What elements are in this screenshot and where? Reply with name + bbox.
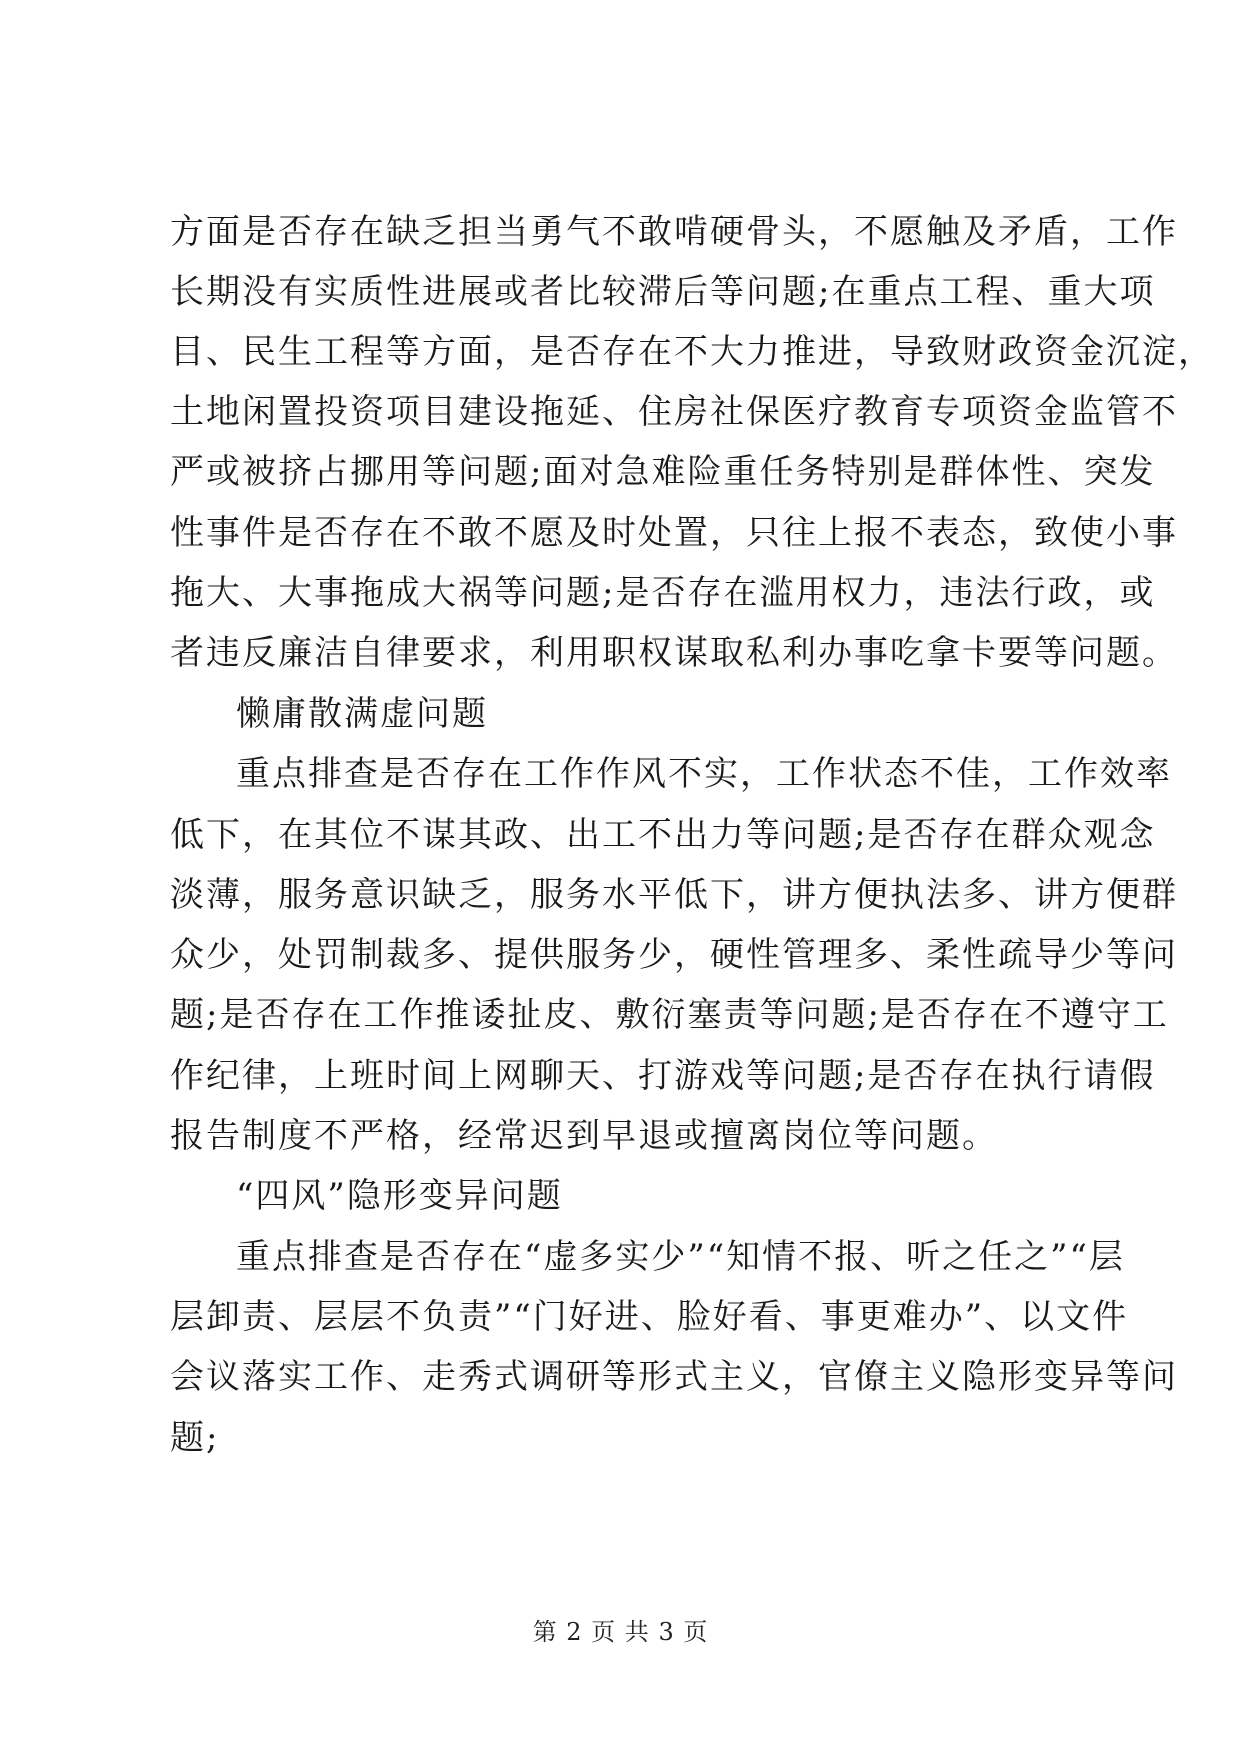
text-line: 者违反廉洁自律要求，利用职权谋取私利办事吃拿卡要等问题。 — [170, 633, 1178, 673]
text-line: 会议落实工作、走秀式调研等形式主义，官僚主义隐形变异等问 — [170, 1357, 1178, 1397]
section-heading: “四风”隐形变异问题 — [236, 1176, 563, 1216]
text-line: 层卸责、层层不负责”“门好进、脸好看、事更难办”、以文件 — [170, 1297, 1129, 1337]
text-line: 严或被挤占挪用等问题;面对急难险重任务特别是群体性、突发 — [170, 452, 1156, 492]
text-line: 重点排查是否存在“虚多实少”“知情不报、听之任之”“层 — [236, 1237, 1125, 1277]
text-line: 方面是否存在缺乏担当勇气不敢啃硬骨头，不愿触及矛盾，工作 — [170, 212, 1178, 252]
text-line: 土地闲置投资项目建设拖延、住房社保医疗教育专项资金监管不 — [170, 392, 1178, 432]
page-number-footer: 第 2 页 共 3 页 — [532, 1618, 709, 1646]
text-line: 性事件是否存在不敢不愿及时处置，只往上报不表态，致使小事 — [170, 513, 1178, 553]
text-line: 题;是否存在工作推诿扯皮、敷衍塞责等问题;是否存在不遵守工 — [170, 995, 1169, 1035]
text-line: 拖大、大事拖成大祸等问题;是否存在滥用权力，违法行政，或 — [170, 573, 1156, 613]
text-line: 目、民生工程等方面，是否存在不大力推进，导致财政资金沉淀， — [170, 332, 1214, 372]
text-line: 题; — [170, 1418, 220, 1458]
text-line: 报告制度不严格，经常迟到早退或擅离岗位等问题。 — [170, 1116, 998, 1156]
section-heading: 懒庸散满虚问题 — [236, 694, 488, 734]
text-line: 作纪律，上班时间上网聊天、打游戏等问题;是否存在执行请假 — [170, 1056, 1156, 1096]
text-line: 长期没有实质性进展或者比较滞后等问题;在重点工程、重大项 — [170, 272, 1156, 312]
text-line: 众少，处罚制裁多、提供服务少，硬性管理多、柔性疏导少等问 — [170, 935, 1178, 975]
text-line: 低下，在其位不谋其政、出工不出力等问题;是否存在群众观念 — [170, 815, 1156, 855]
text-line: 重点排查是否存在工作作风不实，工作状态不佳，工作效率 — [236, 754, 1172, 794]
text-line: 淡薄，服务意识缺乏，服务水平低下，讲方便执法多、讲方便群 — [170, 875, 1178, 915]
